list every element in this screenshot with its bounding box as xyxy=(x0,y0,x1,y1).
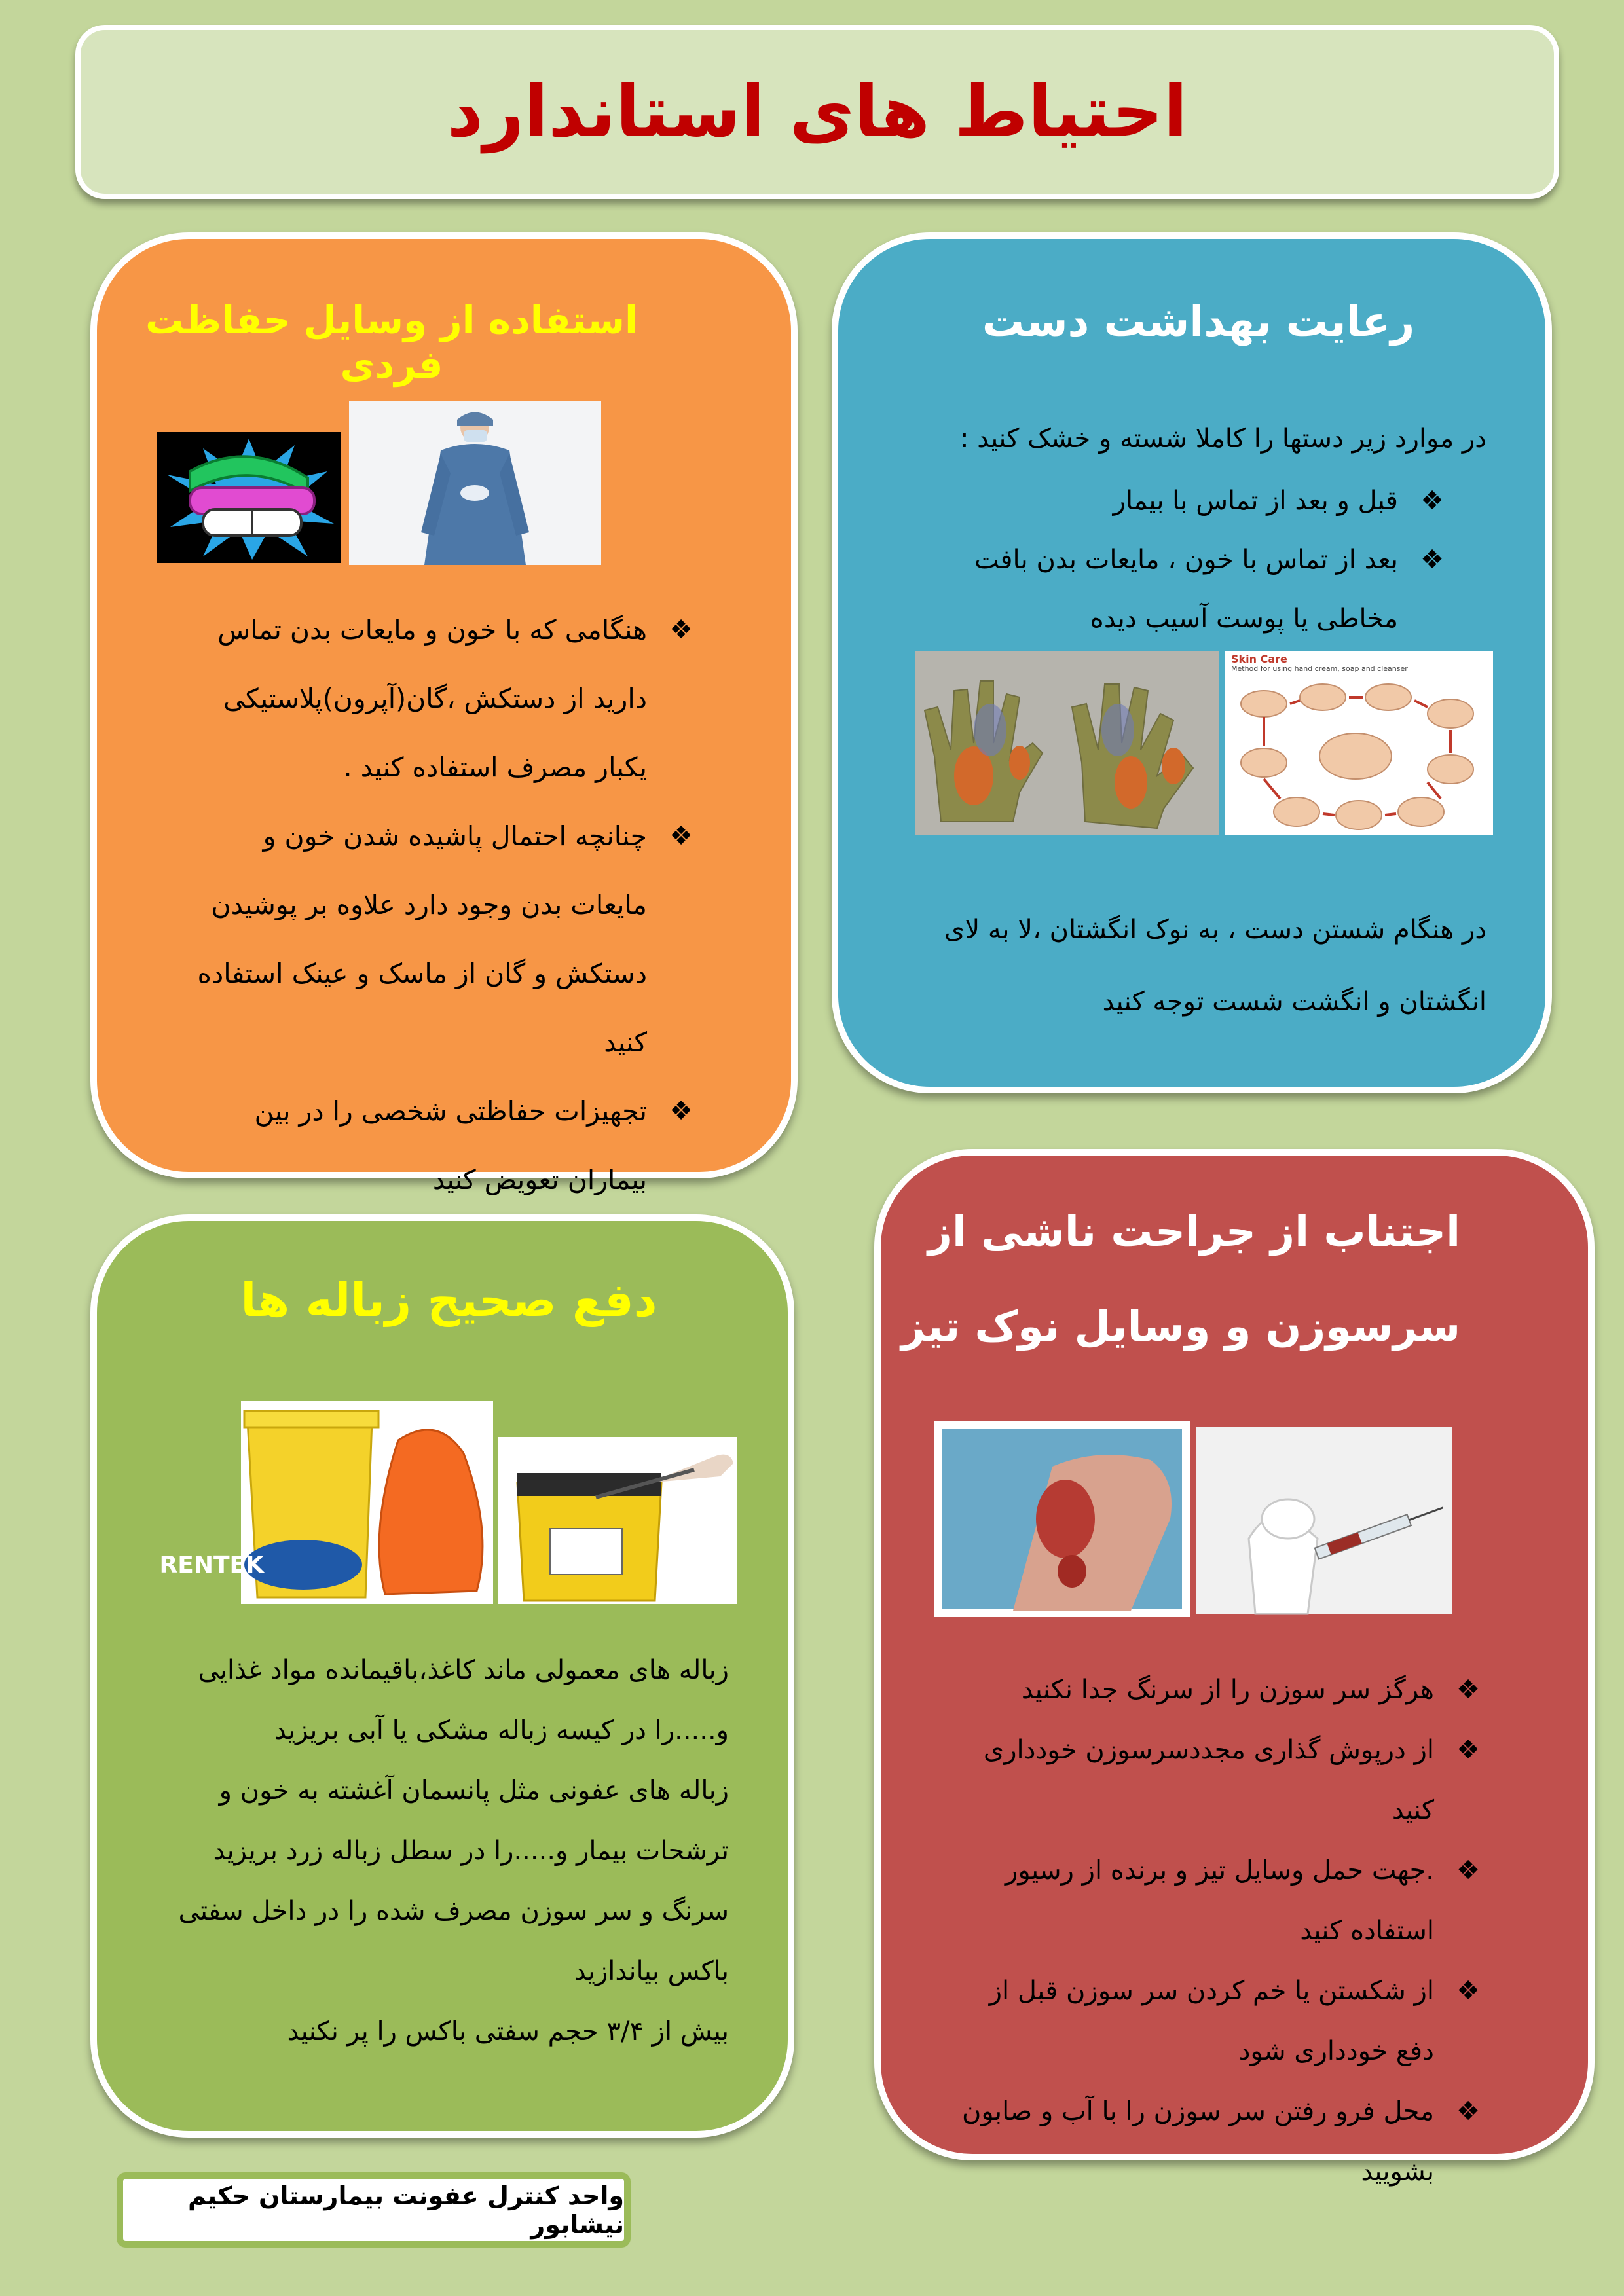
rentek-label: RENTEK xyxy=(159,1552,264,1578)
gown-image xyxy=(349,401,601,565)
sharps-card xyxy=(874,1149,1595,2187)
list-item: ❖ .جهت حمل وسایل تیز و برنده از رسیور استفاده کنید xyxy=(956,1840,1480,1961)
goggles-image xyxy=(157,432,341,563)
ppe-card xyxy=(90,232,798,1195)
sharps-heading-line1: اجتناب از جراحت ناشی از xyxy=(928,1208,1460,1256)
waste-bin-image xyxy=(159,1401,493,1604)
hand-hygiene-heading: رعایت بهداشت دست xyxy=(982,298,1415,346)
list-item: ❖ محل فرو رفتن سر سوزن را با آب و صابون بشویید xyxy=(956,2081,1480,2202)
ppe-bullets xyxy=(182,596,693,1214)
sharps-heading-line2: سرسوزن و وسایل نوک تیز xyxy=(901,1303,1460,1351)
hand-hygiene-card xyxy=(832,232,1552,1093)
sharps-bullets xyxy=(956,1660,1480,2202)
waste-heading: دفع صحیح زباله ها xyxy=(240,1273,657,1327)
waste-line-1: زباله های معمولی ماند کاغذ،باقیمانده مواد غذایی و.....را در کیسه زباله مشکی یا آبی بریزید xyxy=(198,1655,729,1745)
hand-hygiene-bullets xyxy=(887,471,1444,648)
list-item: ❖ چنانچه احتمال پاشیده شدن خون و مایعات بدن وجود دارد علاوه بر پوشیدن دستکش و گان از ماسک و عینک استفاده کنید xyxy=(182,802,693,1077)
list-item: ❖ از درپوش گذاری مجددسرسوزن خودداری کنید xyxy=(956,1720,1480,1840)
footer-box xyxy=(117,2172,631,2248)
waste-line-4: بیش از ۳/۴ حجم سفتی باکس را پر نکنید xyxy=(287,2016,729,2047)
footer-text: واحد کنترل عفونت بیمارستان حکیم نیشابور xyxy=(187,2181,624,2239)
syringe-image xyxy=(1196,1427,1452,1614)
list-item: ❖ هرگز سر سوزن را از سرنگ جدا نکنید xyxy=(956,1660,1480,1720)
list-item: ❖ هنگامی که با خون و مایعات بدن تماس دارید از دستکش ،گان(آپرون)پلاستیکی یکبار مصرف استفاده کنید . xyxy=(182,596,693,802)
list-item: ❖ بعد از تماس با خون ، مایعات بدن بافت مخاطی یا پوست آسیب دیده xyxy=(887,530,1444,648)
list-item: ❖ از شکستن یا خم کردن سر سوزن قبل از دفع خودداری شود xyxy=(956,1961,1480,2081)
title-banner xyxy=(75,25,1559,199)
skin-care-image xyxy=(1225,651,1493,835)
skin-care-subtitle: Method for using hand cream, soap and cleanser xyxy=(1231,665,1408,673)
page-title: احتیاط های استاندارد xyxy=(447,71,1188,153)
waste-line-2: زباله های عفونی مثل پانسمان آغشته به خون و ترشحات بیمار و.....را در سطل زباله زرد بریزید xyxy=(213,1776,729,1866)
stained-hands-image xyxy=(915,651,1219,835)
hand-hygiene-intro: در موارد زیر دستها را کاملا شسته و خشک کنید : xyxy=(959,424,1486,454)
skin-care-title: Skin Care xyxy=(1231,653,1287,665)
hand-hygiene-closing: در هنگام شستن دست ، به نوک انگشتان ،لا به لای انگشتان و انگشت شست توجه کنید xyxy=(944,915,1486,1017)
list-item: ❖ تجهیزات حفاظتی شخصی را در بین بیماران تعویض کنید xyxy=(182,1077,693,1214)
waste-card xyxy=(90,1214,794,2138)
safety-box-image xyxy=(498,1437,737,1604)
list-item: ❖ قبل و بعد از تماس با بیمار xyxy=(887,471,1444,530)
waste-text xyxy=(133,1640,729,2062)
ppe-heading: استفاده از وسایل حفاظت فردی xyxy=(145,298,638,387)
waste-line-3: سرنگ و سر سوزن مصرف شده را در داخل سفتی باکس بیاندازید xyxy=(178,1896,729,1986)
finger-injury-image xyxy=(934,1421,1190,1617)
